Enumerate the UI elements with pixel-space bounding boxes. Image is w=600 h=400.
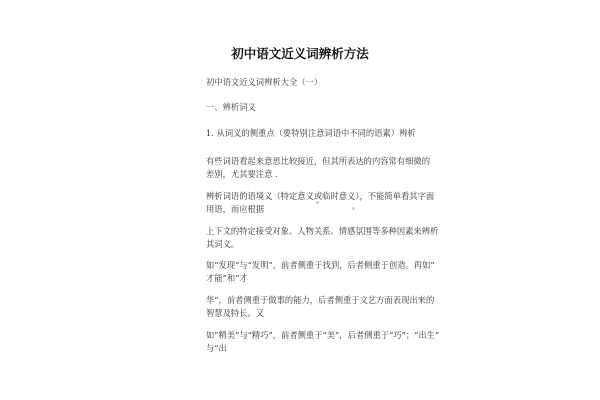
paragraph-6: [206, 225, 438, 250]
paragraph-line: 上下文的特定接受对象、人物关系、情感氛围等多种因素来辨析: [206, 226, 439, 236]
paragraph-line: 智慧及特长。又: [206, 307, 265, 318]
paragraph-8: [206, 294, 434, 319]
paragraph-5: [206, 190, 434, 215]
paragraph-line: 才能”和“才: [206, 272, 248, 283]
paragraph-line: 有些词语看起来意思比较接近，但其所表达的内容常有细微的: [206, 156, 431, 166]
paragraph-7: [206, 259, 435, 284]
watermark-dot: [352, 207, 355, 210]
paragraph-line: 如“精美”与“精巧”，前者侧重于“美”，后者侧重于“巧”；“出生”: [206, 330, 440, 340]
watermark-dot: [316, 201, 319, 204]
paragraph-9: [206, 329, 439, 354]
paragraph-3: [206, 127, 416, 140]
paragraph-line: 与“出: [206, 342, 227, 353]
paragraph-line: 一、辨析词义: [206, 102, 256, 112]
paragraph-line: 华”，前者侧重于做事的能力，后者侧重于文艺方面表现出来的: [206, 295, 435, 305]
paragraph-line: 如“发现”与“发明”，前者侧重于找到，后者侧重于创造。再如“: [206, 260, 435, 270]
paragraph-line: 辨析词语的语境义（特定意义或临时意义），不能简单看其字面: [206, 191, 435, 201]
paragraph-4: [206, 155, 430, 180]
paragraph-line: 初中语文近义词辨析大全（一）: [206, 77, 323, 87]
paragraph-2-heading: [206, 101, 256, 114]
paragraph-line: 其词义。: [206, 238, 240, 249]
paragraph-line: 用语，而应根据: [206, 203, 265, 214]
document-title: 初中语文近义词辨析方法: [231, 46, 369, 61]
paragraph-1: [206, 76, 322, 89]
paragraph-line: 差别，尤其要注意 .: [206, 168, 278, 179]
paragraph-line: 1. 从词义的侧重点（要特别注意词语中不同的语素）辨析: [206, 128, 416, 138]
